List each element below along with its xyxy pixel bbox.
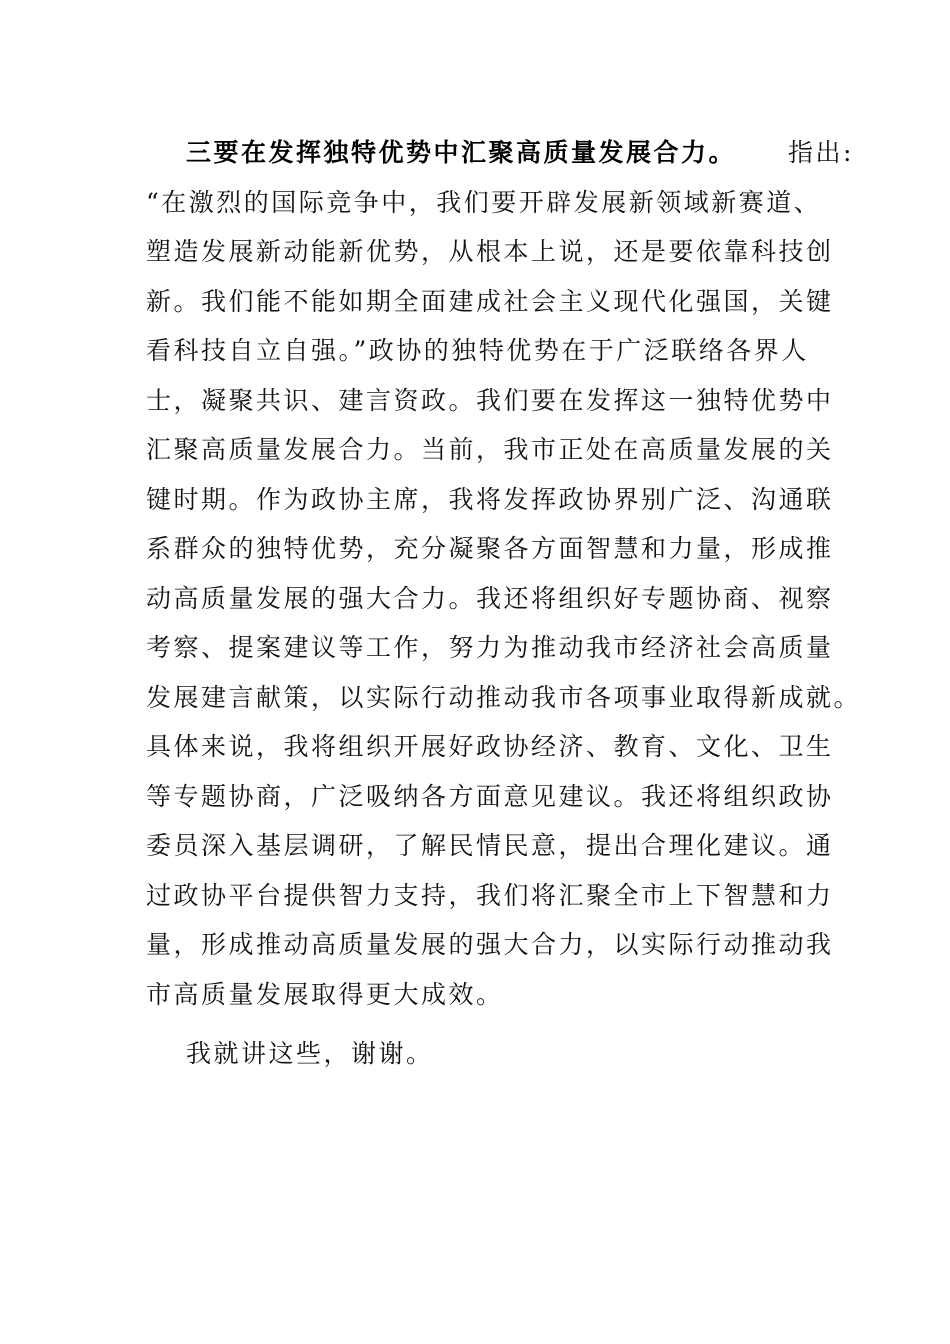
body-line: 等专题协商，广泛吸纳各方面意见建议。我还将组织政协 [146,781,834,811]
body-line: 士，凝聚共识、建言资政。我们要在发挥这一独特优势中 [146,385,834,415]
section-heading: 三要在发挥独特优势中汇聚高质量发展合力。 [186,138,737,167]
closing-line: 我就讲这些，谢谢。 [186,1039,434,1068]
first-line-text: 指出: [788,138,854,167]
body-line: 发展建言献策，以实际行动推动我市各项事业取得新成就。 [146,682,862,712]
document-body [146,128,862,1079]
body-line: 考察、提案建议等工作，努力为推动我市经济社会高质量 [146,633,834,662]
body-line: 系群众的独特优势，充分凝聚各方面智慧和力量，形成推 [146,534,834,563]
body-line: 新。我们能不能如期全面建成社会主义现代化强国，关键 [146,286,834,316]
body-line: 具体来说，我将组织开展好政协经济、教育、文化、卫生 [146,732,834,761]
body-line: 过政协平台提供智力支持，我们将汇聚全市上下智慧和力 [146,880,834,910]
body-line: 键时期。作为政协主席，我将发挥政协界别广泛、沟通联 [146,484,834,514]
body-paragraph [146,178,862,1020]
body-line: 汇聚高质量发展合力。当前，我市正处在高质量发展的关 [146,435,834,464]
body-line: 塑造发展新动能新优势，从根本上说，还是要依靠科技创 [146,237,834,266]
body-line: 委员深入基层调研，了解民情民意，提出合理化建议。通 [146,831,834,860]
body-line: “在激烈的国际竞争中，我们要开辟发展新领域新赛道、 [146,187,822,217]
body-line: 量，形成推动高质量发展的强大合力，以实际行动推动我 [146,930,834,959]
body-line: 市高质量发展取得更大成效。 [146,979,504,1009]
body-line: 动高质量发展的强大合力。我还将组织好专题协商、视察 [146,583,834,613]
body-line: 看科技自立自强。”政协的独特优势在于广泛联络各界人 [146,336,809,365]
first-line [146,128,854,178]
